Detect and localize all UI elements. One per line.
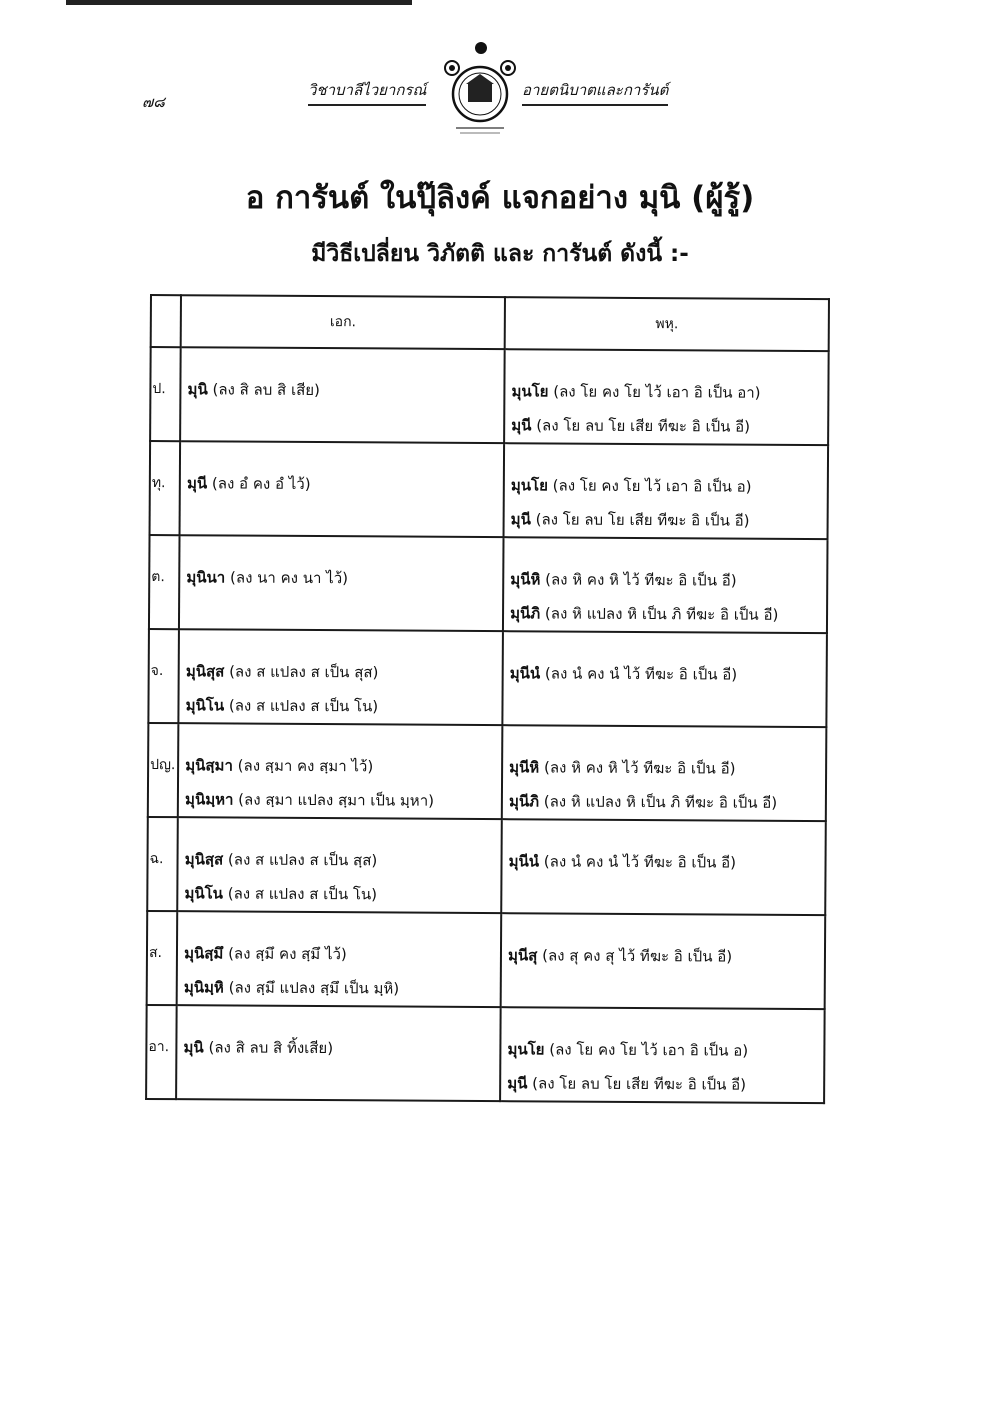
- rule-note: (ลง สฺมา แปลง สฺมา เป็น มฺหา): [238, 790, 435, 810]
- singular-form-line: [185, 782, 497, 818]
- case-label: ปญ.: [148, 723, 179, 817]
- plural-cell: [502, 631, 826, 727]
- table-row: [147, 817, 826, 915]
- singular-form-line: [184, 936, 496, 972]
- declined-word: มุนิมฺหิ: [183, 978, 224, 997]
- singular-cell: [177, 817, 501, 913]
- rule-note: (ลง ส แปลง ส เป็น สฺส): [227, 850, 378, 870]
- declined-word: มุนิโน: [184, 884, 224, 903]
- rule-note: (ลง นํ คง นํ ไว้ ทีฆะ อิ เป็น อี): [544, 664, 738, 684]
- top-edge-line: [66, 0, 412, 5]
- table-row: [148, 723, 827, 821]
- case-label: ป.: [150, 347, 181, 441]
- declined-word: มุนโย: [510, 476, 548, 495]
- plural-form-line: [509, 844, 821, 880]
- rule-note: (ลง โย คง โย ไว้ เอา อิ เป็น อ): [549, 1040, 749, 1060]
- header-left-text: วิชาบาลีไวยากรณ์: [308, 78, 426, 106]
- rule-note: (ลง สิ ลบ สิ เสีย): [212, 380, 320, 400]
- declined-word: มุนิสฺมึ: [184, 944, 224, 963]
- singular-cell: [177, 911, 501, 1007]
- rule-note: (ลง นํ คง นํ ไว้ ทีฆะ อิ เป็น อี): [543, 852, 737, 872]
- table-row: [149, 535, 828, 633]
- plural-cell: [502, 725, 826, 821]
- plural-form-line: [510, 656, 822, 692]
- declined-word: มุนี: [186, 474, 208, 493]
- rule-note: (ลง สฺมึ คง สฺมึ ไว้): [228, 944, 347, 964]
- declined-word: มุนโย: [507, 1040, 545, 1059]
- singular-form-line: [184, 970, 496, 1006]
- singular-form-line: [186, 654, 498, 690]
- page-subtitle: มีวิธีเปลี่ยน วิภัตติ และ การันต์ ดังนี้ :-: [311, 241, 689, 267]
- rule-note: (ลง โย คง โย ไว้ เอา อิ เป็น อ): [552, 476, 752, 496]
- singular-cell: [180, 347, 504, 443]
- rule-note: (ลง สฺมา คง สฺมา ไว้): [237, 756, 374, 776]
- declined-word: มุนินา: [186, 568, 226, 587]
- declined-word: มุนีหิ: [510, 570, 541, 589]
- plural-form-line: [511, 468, 823, 504]
- declension-table: [145, 294, 830, 1104]
- plural-cell: [501, 819, 825, 915]
- singular-form-line: [187, 466, 499, 502]
- rule-note: (ลง โย ลบ โย เสีย ทีฆะ อิ เป็น อี): [532, 1074, 747, 1094]
- table-body: [146, 347, 829, 1103]
- declined-word: มุนิ: [183, 1038, 204, 1057]
- plural-cell: [501, 913, 825, 1009]
- declined-word: มุนีภิ: [508, 792, 540, 811]
- rule-note: (ลง สิ ลบ สิ ทิ้งเสีย): [208, 1038, 334, 1058]
- singular-cell: [179, 629, 503, 725]
- singular-cell: [179, 535, 503, 631]
- plural-form-line: [511, 408, 823, 444]
- plural-form-line: [509, 784, 821, 820]
- singular-form-line: [185, 748, 497, 784]
- rule-note: (ลง หิ แปลง หิ เป็น ภิ ทีฆะ อิ เป็น อี): [544, 604, 779, 624]
- declined-word: มุนิสฺส: [184, 850, 224, 869]
- plural-cell: [504, 349, 828, 445]
- table-row: [150, 441, 829, 539]
- declined-word: มุนโย: [511, 382, 549, 401]
- table-row: [147, 911, 826, 1009]
- plural-form-line: [510, 596, 822, 632]
- declined-word: มุนิ: [187, 380, 208, 399]
- declined-word: มุนิโน: [185, 696, 225, 715]
- rule-note: (ลง หิ คง หิ ไว้ ทีฆะ อิ เป็น อี): [545, 570, 737, 590]
- plural-form-line: [507, 1066, 819, 1102]
- rule-note: (ลง โย ลบ โย เสีย ทีฆะ อิ เป็น อี): [536, 416, 751, 436]
- rule-note: (ลง นา คง นา ไว้): [229, 568, 349, 588]
- singular-form-line: [184, 876, 496, 912]
- declined-word: มุนิสุส: [185, 662, 225, 681]
- case-label: ต.: [149, 535, 180, 629]
- declined-word: มุนีนํ: [508, 852, 540, 871]
- plural-form-line: [511, 374, 823, 410]
- declined-word: มุนีสุ: [507, 946, 538, 965]
- case-label: จ.: [148, 629, 179, 723]
- plural-form-line: [507, 1032, 819, 1068]
- rule-note: (ลง สุ คง สุ ไว้ ทีฆะ อิ เป็น อี): [542, 946, 733, 966]
- table-header-row: [151, 295, 829, 351]
- declined-word: มุนี: [511, 416, 532, 435]
- singular-column-header: เอก.: [181, 295, 505, 349]
- case-label: อา.: [146, 1005, 177, 1099]
- declined-word: มุนิสฺมา: [185, 756, 233, 775]
- rule-note: (ลง ส แปลง ส เป็น โน): [228, 696, 379, 716]
- header-right-text: อายตนิบาตและการันต์: [522, 78, 668, 106]
- rule-note: (ลง ส แปลง ส เป็น สุส): [229, 662, 379, 682]
- table-row: [146, 1005, 825, 1103]
- case-label: ฉ.: [147, 817, 178, 911]
- plural-cell: [500, 1007, 824, 1103]
- singular-form-line: [183, 1030, 495, 1066]
- rule-note: (ลง หิ แปลง หิ เป็น ภิ ทีฆะ อิ เป็น อี): [543, 792, 778, 812]
- case-column-header: [151, 295, 181, 347]
- emblem-seal-icon: [436, 38, 526, 138]
- rule-note: (ลง สฺมึ แปลง สฺมึ เป็น มฺหิ): [228, 978, 400, 998]
- case-label: ทุ.: [150, 441, 181, 535]
- plural-form-line: [510, 562, 822, 598]
- case-label: ส.: [147, 911, 178, 1005]
- singular-form-line: [186, 688, 498, 724]
- declined-word: มุนีภิ: [510, 604, 541, 623]
- plural-column-header: พหุ.: [505, 297, 829, 351]
- declined-word: มุนี: [507, 1074, 528, 1093]
- singular-form-line: [187, 372, 499, 408]
- plural-form-line: [508, 938, 820, 974]
- page-number: ๗๘: [142, 93, 165, 111]
- singular-cell: [176, 1005, 500, 1101]
- declined-word: มุนี: [510, 510, 531, 529]
- plural-cell: [504, 443, 828, 539]
- declined-word: มุนีนํ: [509, 664, 541, 683]
- declined-word: มุนีหิ: [509, 758, 540, 777]
- rule-note: (ลง โย ลบ โย เสีย ทีฆะ อิ เป็น อี): [535, 510, 750, 530]
- singular-cell: [178, 723, 502, 819]
- plural-form-line: [511, 502, 823, 538]
- rule-note: (ลง หิ คง หิ ไว้ ทีฆะ อิ เป็น อี): [543, 758, 736, 778]
- table-row: [148, 629, 827, 727]
- rule-note: (ลง โย คง โย ไว้ เอา อิ เป็น อา): [553, 382, 761, 402]
- page-title: อ การันต์ ในปุ๊ลิงค์ แจกอย่าง มุนิ (ผู้รู้): [245, 180, 755, 216]
- rule-note: (ลง ส แปลง ส เป็น โน): [227, 884, 378, 904]
- singular-cell: [180, 441, 504, 537]
- declined-word: มุนิมฺหา: [185, 790, 234, 809]
- rule-note: (ลง อํ คง อํ ไว้): [211, 474, 311, 493]
- plural-cell: [503, 537, 827, 633]
- singular-form-line: [185, 842, 497, 878]
- table-row: [150, 347, 829, 445]
- plural-form-line: [509, 750, 821, 786]
- singular-form-line: [186, 560, 498, 596]
